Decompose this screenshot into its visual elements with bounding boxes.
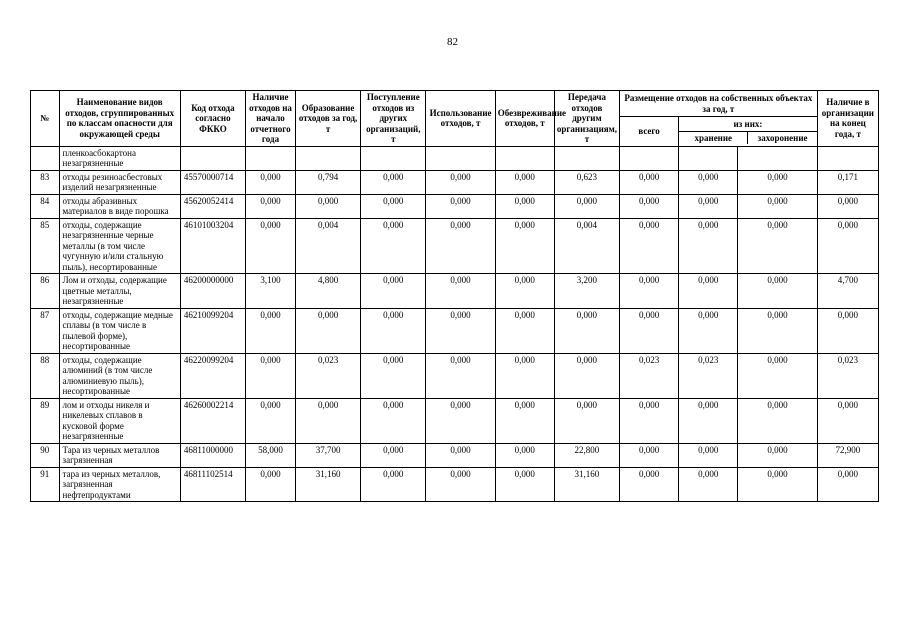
fkko-code: 46101003204 <box>180 218 245 274</box>
fkko-code: 45570000714 <box>180 170 245 194</box>
empty-cell <box>554 146 619 170</box>
table-row <box>31 218 879 274</box>
placement-total: 0,000 <box>620 218 679 274</box>
empty-cell <box>738 146 818 170</box>
neutralized-amount: 0,000 <box>495 170 554 194</box>
empty-cell <box>817 146 878 170</box>
header-used: Использование отходов, т <box>426 91 495 147</box>
header-placement <box>620 91 818 117</box>
end-amount: 0,000 <box>817 194 878 218</box>
fkko-code: 46210099204 <box>180 308 245 353</box>
used-amount: 0,000 <box>426 398 495 443</box>
placement-storage: 0,000 <box>679 443 738 467</box>
transferred-amount: 3,200 <box>554 274 619 309</box>
start-amount: 58,000 <box>246 443 296 467</box>
transferred-amount: 0,000 <box>554 194 619 218</box>
waste-table <box>30 90 879 502</box>
used-amount: 0,000 <box>426 170 495 194</box>
table-row <box>31 170 879 194</box>
continuation-row <box>31 146 879 170</box>
header-of-which: из них: <box>679 118 817 132</box>
placement-burial: 0,000 <box>738 194 818 218</box>
end-amount: 4,700 <box>817 274 878 309</box>
received-amount: 0,000 <box>361 308 426 353</box>
table-body <box>31 146 879 502</box>
header-start: Наличие отходов на начало отчетного года <box>246 91 296 147</box>
start-amount: 0,000 <box>246 467 296 502</box>
end-amount: 0,000 <box>817 308 878 353</box>
start-amount: 0,000 <box>246 308 296 353</box>
placement-total: 0,000 <box>620 194 679 218</box>
transferred-amount: 31,160 <box>554 467 619 502</box>
end-amount: 0,000 <box>817 398 878 443</box>
waste-name: тара из черных металлов, загрязненная нефтепродуктами <box>59 467 180 502</box>
end-amount: 0,171 <box>817 170 878 194</box>
header-received: Поступление отходов из других организаций, т <box>361 91 426 147</box>
start-amount: 3,100 <box>246 274 296 309</box>
header-burial: захоронение <box>757 132 808 143</box>
table-row <box>31 308 879 353</box>
placement-burial: 0,000 <box>738 170 818 194</box>
header-placement-label: Размещение отходов на собственных объектах за год, т <box>624 93 813 114</box>
received-amount: 0,000 <box>361 353 426 398</box>
placement-total: 0,000 <box>620 274 679 309</box>
header-storage: хранение <box>679 132 748 145</box>
received-amount: 0,000 <box>361 398 426 443</box>
table-row <box>31 443 879 467</box>
used-amount: 0,000 <box>426 308 495 353</box>
placement-total: 0,000 <box>620 170 679 194</box>
table-header <box>31 91 879 147</box>
transferred-amount: 22,800 <box>554 443 619 467</box>
table-row <box>31 194 879 218</box>
placement-burial: 0,000 <box>738 308 818 353</box>
placement-total: 0,000 <box>620 398 679 443</box>
formation-amount: 0,023 <box>295 353 360 398</box>
row-number: 87 <box>31 308 60 353</box>
placement-storage: 0,000 <box>679 274 738 309</box>
waste-name: Тара из черных металлов загрязненная <box>59 443 180 467</box>
transferred-amount: 0,000 <box>554 353 619 398</box>
transferred-amount: 0,000 <box>554 308 619 353</box>
fkko-code: 46220099204 <box>180 353 245 398</box>
start-amount: 0,000 <box>246 194 296 218</box>
formation-amount: 0,004 <box>295 218 360 274</box>
used-amount: 0,000 <box>426 194 495 218</box>
placement-storage: 0,000 <box>679 398 738 443</box>
empty-cell <box>679 146 738 170</box>
header-of-which-group <box>679 117 818 146</box>
placement-total: 0,000 <box>620 308 679 353</box>
header-total: всего <box>620 117 679 146</box>
empty-cell <box>361 146 426 170</box>
used-amount: 0,000 <box>426 218 495 274</box>
waste-name: отходы, содержащие алюминий (в том числе алюминиевую пыль), несортированные <box>59 353 180 398</box>
placement-storage: 0,023 <box>679 353 738 398</box>
placement-storage: 0,000 <box>679 218 738 274</box>
fkko-code: 46811000000 <box>180 443 245 467</box>
transferred-amount: 0,000 <box>554 398 619 443</box>
neutralized-amount: 0,000 <box>495 274 554 309</box>
formation-amount: 0,000 <box>295 308 360 353</box>
received-amount: 0,000 <box>361 467 426 502</box>
used-amount: 0,000 <box>426 353 495 398</box>
fkko-code: 46811102514 <box>180 467 245 502</box>
placement-total: 0,000 <box>620 443 679 467</box>
placement-storage: 0,000 <box>679 467 738 502</box>
transferred-amount: 0,004 <box>554 218 619 274</box>
empty-cell <box>495 146 554 170</box>
table-row <box>31 274 879 309</box>
row-number: 86 <box>31 274 60 309</box>
formation-amount: 0,000 <box>295 194 360 218</box>
end-amount: 0,000 <box>817 218 878 274</box>
placement-storage: 0,000 <box>679 308 738 353</box>
transferred-amount: 0,623 <box>554 170 619 194</box>
formation-amount: 0,000 <box>295 398 360 443</box>
empty-cell <box>295 146 360 170</box>
end-amount: 72,900 <box>817 443 878 467</box>
used-amount: 0,000 <box>426 274 495 309</box>
header-num: № <box>31 91 60 147</box>
fkko-code: 45620052414 <box>180 194 245 218</box>
placement-burial: 0,000 <box>738 218 818 274</box>
neutralized-amount: 0,000 <box>495 308 554 353</box>
continuation-name: пленкоасбокартона незагрязненные <box>59 146 180 170</box>
formation-amount: 0,794 <box>295 170 360 194</box>
formation-amount: 31,160 <box>295 467 360 502</box>
neutralized-amount: 0,000 <box>495 194 554 218</box>
table-row <box>31 398 879 443</box>
neutralized-amount: 0,000 <box>495 467 554 502</box>
row-number: 88 <box>31 353 60 398</box>
start-amount: 0,000 <box>246 398 296 443</box>
header-formation: Образование отходов за год, т <box>295 91 360 147</box>
start-amount: 0,000 <box>246 170 296 194</box>
empty-cell <box>180 146 245 170</box>
placement-storage: 0,000 <box>679 170 738 194</box>
header-name: Наименование видов отходов, сгруппированных по классам опасности для окружающей среды <box>59 91 180 147</box>
received-amount: 0,000 <box>361 274 426 309</box>
placement-total: 0,000 <box>620 467 679 502</box>
neutralized-amount: 0,000 <box>495 398 554 443</box>
placement-total: 0,023 <box>620 353 679 398</box>
waste-name: отходы, содержащие медные сплавы (в том числе в пылевой форме), несортированные <box>59 308 180 353</box>
used-amount: 0,000 <box>426 443 495 467</box>
received-amount: 0,000 <box>361 443 426 467</box>
header-neutralized: Обезвреживание отходов, т <box>495 91 554 147</box>
placement-burial: 0,000 <box>738 353 818 398</box>
waste-name: Лом и отходы, содержащие цветные металлы, незагрязненные <box>59 274 180 309</box>
neutralized-amount: 0,000 <box>495 218 554 274</box>
continuation-num <box>31 146 60 170</box>
formation-amount: 37,700 <box>295 443 360 467</box>
row-number: 85 <box>31 218 60 274</box>
placement-burial: 0,000 <box>738 467 818 502</box>
start-amount: 0,000 <box>246 218 296 274</box>
header-end: Наличие в организации на конец года, т <box>817 91 878 147</box>
placement-burial: 0,000 <box>738 443 818 467</box>
placement-burial: 0,000 <box>738 274 818 309</box>
received-amount: 0,000 <box>361 218 426 274</box>
waste-name: отходы резиноасбестовых изделий незагрязненные <box>59 170 180 194</box>
end-amount: 0,000 <box>817 467 878 502</box>
received-amount: 0,000 <box>361 170 426 194</box>
row-number: 83 <box>31 170 60 194</box>
placement-burial: 0,000 <box>738 398 818 443</box>
neutralized-amount: 0,000 <box>495 443 554 467</box>
table-row <box>31 353 879 398</box>
start-amount: 0,000 <box>246 353 296 398</box>
neutralized-amount: 0,000 <box>495 353 554 398</box>
header-code: Код отхода согласно ФККО <box>180 91 245 147</box>
used-amount: 0,000 <box>426 467 495 502</box>
empty-cell <box>620 146 679 170</box>
placement-storage: 0,000 <box>679 194 738 218</box>
received-amount: 0,000 <box>361 194 426 218</box>
waste-name: отходы, содержащие незагрязненные черные металлы (в том числе чугунную и/или стальную пыль), несортированные <box>59 218 180 274</box>
row-number: 89 <box>31 398 60 443</box>
waste-name: лом и отходы никеля и никелевых сплавов в кусковой форме незагрязненные <box>59 398 180 443</box>
table-row <box>31 467 879 502</box>
waste-name: отходы абразивных материалов в виде порошка <box>59 194 180 218</box>
page-number: 82 <box>447 36 458 48</box>
header-transferred: Передача отходов другим организациям, т <box>554 91 619 147</box>
formation-amount: 4,800 <box>295 274 360 309</box>
empty-cell <box>246 146 296 170</box>
fkko-code: 46200000000 <box>180 274 245 309</box>
row-number: 84 <box>31 194 60 218</box>
row-number: 91 <box>31 467 60 502</box>
fkko-code: 46260002214 <box>180 398 245 443</box>
end-amount: 0,023 <box>817 353 878 398</box>
empty-cell <box>426 146 495 170</box>
row-number: 90 <box>31 443 60 467</box>
